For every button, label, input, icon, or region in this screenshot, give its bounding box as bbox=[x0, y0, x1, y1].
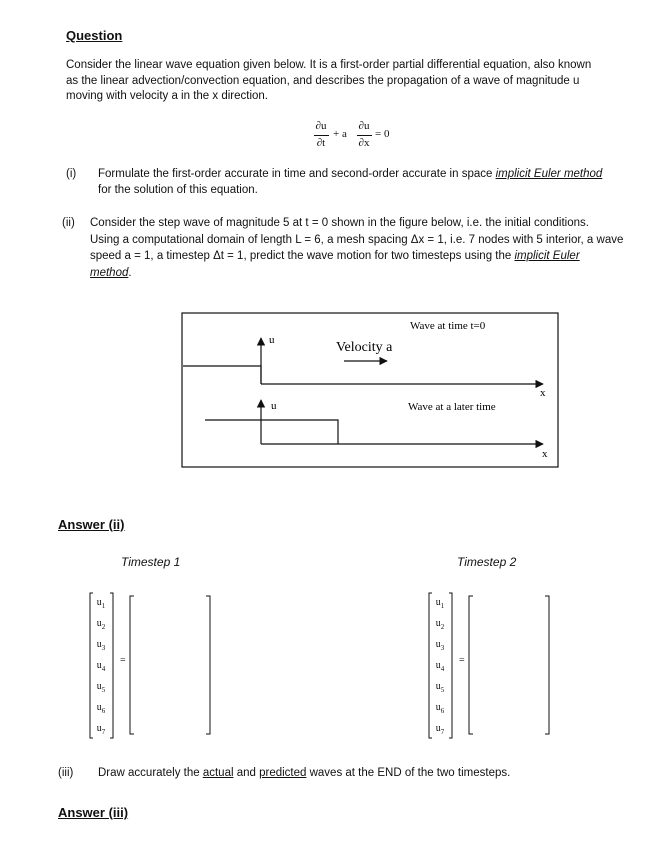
part-ii-line2: Using a computational domain of length L = 6, a mesh spacing Δx = 1, i.e. 7 nodes with 5 interior, a wave bbox=[90, 233, 624, 246]
step-wave-figure bbox=[181, 312, 559, 468]
wave-equation bbox=[312, 120, 402, 156]
part-ii-line4-period: . bbox=[128, 266, 132, 279]
intro-line-3: moving with velocity a in the x direction. bbox=[66, 90, 268, 102]
u4-entry: $u_4$ bbox=[435, 660, 445, 673]
implicit-euler-link-2: implicit Euler bbox=[514, 250, 580, 262]
timestep-1-label: Timestep 1 bbox=[121, 555, 181, 569]
u3-entry: $u_3$ bbox=[435, 639, 445, 652]
eq-fraction-bar-1 bbox=[314, 135, 329, 136]
u-label-bottom: u bbox=[271, 400, 277, 412]
u7-entry: $u_7$ bbox=[96, 723, 106, 736]
eq-fraction-bar-2 bbox=[357, 135, 372, 136]
eq-equals-zero: = 0 bbox=[375, 128, 390, 140]
u1-entry: $u_1$ bbox=[96, 597, 106, 610]
part-ii-line3: speed a = 1, a timestep Δt = 1, predict the wave motion for two timesteps using the bbox=[90, 250, 515, 262]
part-ii-label: (ii) bbox=[62, 217, 75, 229]
u5-entry: $u_5$ bbox=[435, 681, 445, 694]
eq-dx-denominator: ∂x bbox=[358, 137, 370, 149]
method-link: method bbox=[90, 266, 129, 279]
eq-du-numerator-2: ∂u bbox=[358, 120, 370, 132]
part-ii-line1: Consider the step wave of magnitude 5 at t = 0 shown in the figure below, i.e. the initial conditions. bbox=[90, 217, 589, 229]
timestep-2-equals: = bbox=[459, 655, 465, 666]
eq-dt-denominator: ∂t bbox=[316, 137, 326, 149]
implicit-euler-link-1: implicit Euler method bbox=[495, 168, 603, 180]
velocity-label: Velocity a bbox=[336, 340, 393, 355]
part-i-text bbox=[98, 167, 648, 198]
predicted-underlined: predicted bbox=[259, 767, 307, 779]
part-iii-text: Draw accurately the actual and predicted waves at the END of the two timesteps. bbox=[98, 767, 511, 779]
u7-entry: $u_7$ bbox=[435, 723, 445, 736]
answer-iii-heading: Answer (iii) bbox=[58, 805, 129, 820]
question-heading: Question bbox=[66, 28, 123, 43]
u6-entry: $u_6$ bbox=[435, 702, 445, 715]
timestep-2-brackets bbox=[427, 590, 557, 742]
part-iii-label: (iii) bbox=[58, 767, 74, 779]
part-ii-text bbox=[90, 215, 650, 281]
intro-line-2: as the linear advection/convection equation, and describes the propagation of a wave of magnitude u bbox=[66, 74, 580, 87]
timestep-1-equals: = bbox=[120, 655, 126, 666]
u5-entry: $u_5$ bbox=[96, 681, 106, 694]
u-label-top: u bbox=[269, 334, 275, 346]
u1-entry: $u_1$ bbox=[435, 597, 445, 610]
timestep-1-brackets bbox=[88, 590, 218, 742]
x-label-top: x bbox=[540, 387, 546, 399]
intro-line-1: Consider the linear wave equation given below. It is a first-order partial differential equation, also known bbox=[66, 59, 592, 71]
actual-underlined: actual bbox=[202, 767, 234, 779]
part-i-line2: for the solution of this equation. bbox=[98, 183, 258, 196]
answer-ii-heading: Answer (ii) bbox=[58, 517, 125, 532]
x-label-bottom: x bbox=[542, 448, 548, 460]
u4-entry: $u_4$ bbox=[96, 660, 106, 673]
wave-t0-label: Wave at time t=0 bbox=[410, 320, 486, 332]
eq-du-numerator-1: ∂u bbox=[315, 120, 327, 132]
eq-plus-a: + a bbox=[333, 128, 347, 140]
u2-entry: $u_2$ bbox=[96, 618, 106, 631]
u6-entry: $u_6$ bbox=[96, 702, 106, 715]
intro-paragraph bbox=[66, 58, 646, 105]
u2-entry: $u_2$ bbox=[435, 618, 445, 631]
u3-entry: $u_3$ bbox=[96, 639, 106, 652]
part-i-label: (i) bbox=[66, 168, 77, 180]
timestep-2-label: Timestep 2 bbox=[457, 555, 517, 569]
wave-later-label: Wave at a later time bbox=[408, 401, 496, 413]
part-i-line1: Formulate the first-order accurate in time and second-order accurate in space bbox=[98, 168, 496, 180]
